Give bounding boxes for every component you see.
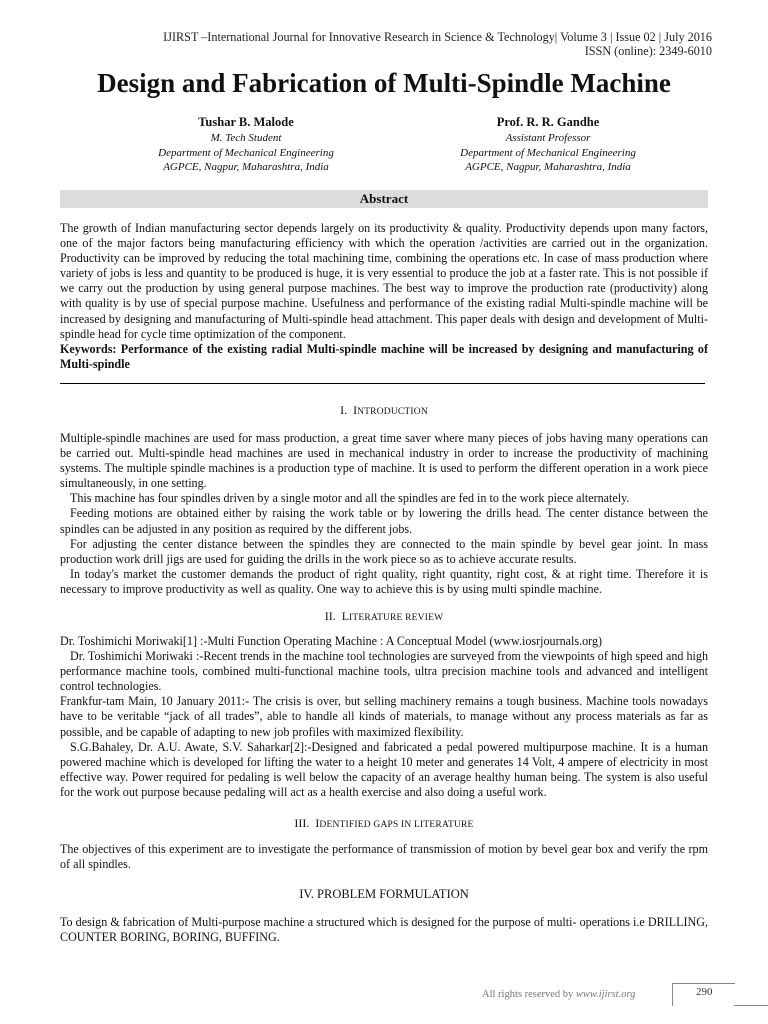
introduction-body: [60, 431, 708, 597]
author-role: M. Tech Student: [210, 132, 282, 144]
paragraph: This machine has four spindles driven by a single motor and all the spindles are fed in to the work piece alternately.: [70, 491, 630, 506]
issn-line: ISSN (online): 2349-6010: [584, 44, 712, 58]
author-institution: AGPCE, Nagpur, Maharashtra, India: [163, 161, 329, 173]
abstract-body: [60, 221, 708, 372]
section-number: I.: [340, 403, 348, 417]
gaps-body: [60, 842, 708, 872]
paragraph: In today's market the customer demands the product of right quality, right quantity, right cost, & at right time. Therefore it is necessary to improve productivity as well as quality. One way to achieve this is by using multi spindle machine.: [60, 566, 708, 596]
paragraph: For adjusting the center distance between the spindles they are connected to the main spindle by bevel gear joint. In mass production work drill jigs are used for guiding the drills in the work piece so as to achieve accurate results.: [60, 536, 708, 566]
section-number: II.: [324, 609, 336, 623]
paragraph: To design & fabrication of Multi-purpose machine a structured which is designed for the purpose of multi- operations i.e DRILLING, COUNTER BORING, BORING, BUFFING.: [60, 915, 708, 945]
author-department: Department of Mechanical Engineering: [158, 146, 334, 159]
section-title: DENTIFIED GAPS IN LITERATURE: [319, 820, 474, 830]
section-heading-problem-formulation: IV. PROBLEM FORMULATION: [299, 887, 469, 901]
author-block-1: [96, 113, 396, 175]
paragraph: S.G.Bahaley, Dr. A.U. Awate, S.V. Saharkar[2]:-Designed and fabricated a pedal powered multipurpose machine. It is a human powered machine which is developed for lifting the water to a height 10 meter and generates 14 Volt, 4 ampere of electricity in most effective way. Power required for pedaling is well below the capacity of an average healthy human being. The system is also useful for the work out purpose because pedaling will act as a health exercise and also doing a useful work.: [60, 739, 708, 799]
page-number: 290: [696, 986, 713, 998]
paragraph: Feeding motions are obtained either by raising the work table or by lowering the drills head. The center distance between the spindles can be adjusted in any position as required by the different jobs.: [60, 506, 708, 536]
section-title: ITERATURE REVIEW: [349, 613, 444, 623]
footer-rights: [482, 989, 635, 1000]
author-role: Assistant Professor: [505, 132, 591, 144]
paragraph: Dr. Toshimichi Moriwaki :-Recent trends in the machine tool technologies are surveyed from the viewpoints of high speed and high performance machine tools, combined multi-functional machine tools, ultra precision machine tools and advanced and intelligent control technologies.: [60, 649, 708, 694]
paragraph: Dr. Toshimichi Moriwaki[1] :-Multi Function Operating Machine : A Conceptual Model (www.iosrjournals.org): [60, 634, 603, 648]
author-name: Prof. R. R. Gandhe: [496, 115, 600, 129]
site-link[interactable]: www.ijirst.org: [575, 989, 636, 1000]
divider: [60, 383, 705, 384]
problem-body: [60, 915, 708, 945]
page-corner-line: [734, 983, 768, 1006]
rights-text: All rights reserved by: [482, 989, 574, 1000]
author-institution: AGPCE, Nagpur, Maharashtra, India: [465, 161, 631, 173]
author-name: Tushar B. Malode: [198, 115, 294, 129]
section-heading-introduction: [0, 403, 768, 419]
paper-title: Design and Fabrication of Multi-Spindle Machine: [97, 68, 671, 98]
section-heading-literature-review: [0, 609, 768, 625]
paragraph: Frankfur-tam Main, 10 January 2011:- The crisis is over, but selling machinery remains a tough business. Machine tools nowadays have to be veritable “jack of all trades”, able to handle all kinds of materials, to manage without any process materials as far as possible, and be capable of adapting to new job profiles with maximized flexibility.: [60, 694, 708, 739]
author-block-2: [398, 113, 698, 175]
section-initial: L: [341, 609, 350, 623]
keywords: Keywords: Performance of the existing radial Multi-spindle machine will be increased by designing and manufacturing of Multi-spindle: [60, 341, 708, 371]
section-initial: I: [353, 403, 358, 417]
abstract-heading: Abstract: [60, 190, 708, 208]
section-initial: I: [315, 816, 320, 830]
paragraph: Multiple-spindle machines are used for mass production, a great time saver where many pieces of jobs having many operations can be carried out. Multi-spindle head machines are used in mechanical industry in order to increase the productivity of machining systems. The multiple spindle machines is a production type of machine. It is used to perform the different operation in a work piece simultaneously, in one setting.: [60, 431, 708, 491]
section-heading-identified-gaps: [0, 816, 768, 832]
author-department: Department of Mechanical Engineering: [460, 146, 636, 159]
abstract-text: The growth of Indian manufacturing sector depends largely on its productivity & quality. Productivity depends upon many factors, one of the major factors being manufacturing efficiency with which the operation /activities are carried out in the organization. Productivity can be improved by reducing the total machining time, combining the operations etc. In case of mass production where variety of jobs is less and quantity to be produced is huge, it is very essential to produce the job at a faster rate. This is not possible if we carry out the production by using general purpose machines. The best way to improve the production rate (productivity) along with quality is by use of special purpose machine. Usefulness and performance of the existing radial Multi-spindle machine will be increased by designing and manufacturing of Multi-spindle head attachment. This paper deals with design and development of Multi-spindle head for cycle time optimization of the component.: [60, 221, 708, 341]
paragraph: The objectives of this experiment are to investigate the performance of transmission of motion by bevel gear box and verify the rpm of all spindles.: [60, 842, 708, 872]
literature-body: [60, 634, 708, 800]
journal-header: IJIRST –International Journal for Innovative Research in Science & Technology| Volume 3 | Issue 02 | July 2016: [163, 30, 712, 44]
section-title: NTRODUCTION: [357, 407, 428, 417]
section-number: III.: [294, 816, 310, 830]
